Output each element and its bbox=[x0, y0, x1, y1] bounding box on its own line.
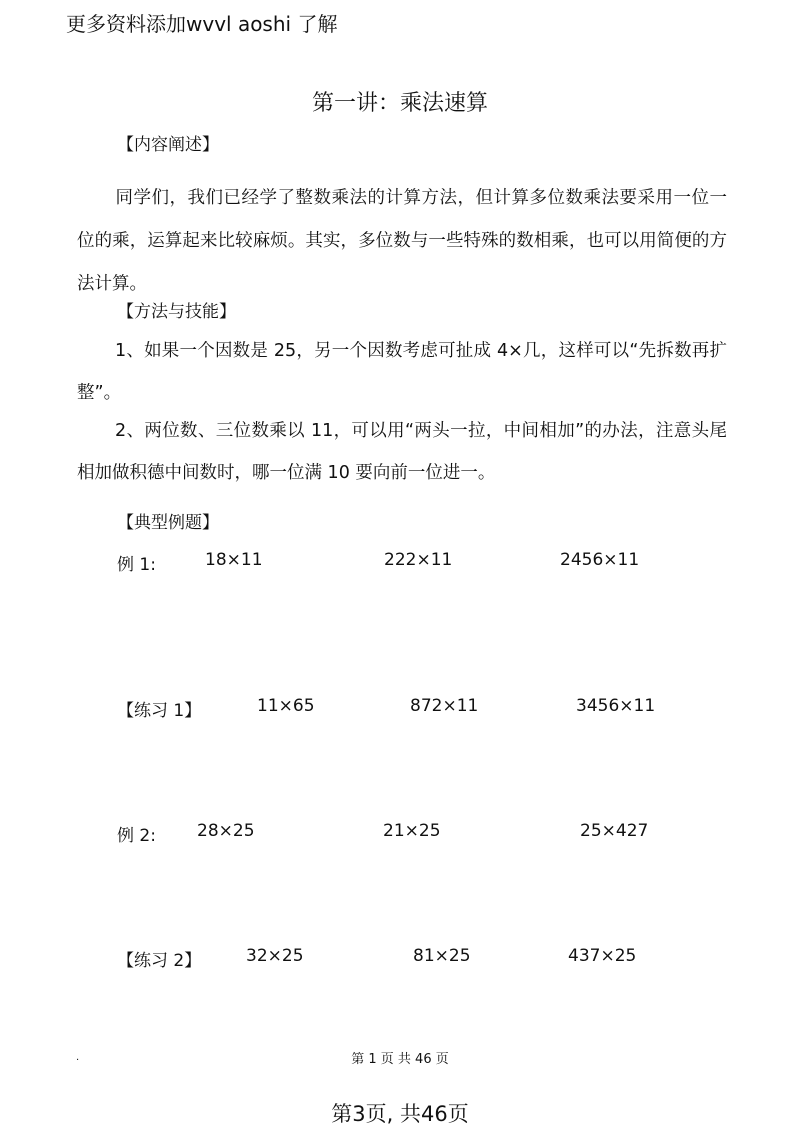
problem-expression: 437×25 bbox=[568, 946, 637, 966]
problem-expression: 11×65 bbox=[257, 696, 315, 716]
page-title: 第一讲：乘法速算 bbox=[311, 91, 488, 116]
problem-expression: 2456×11 bbox=[560, 550, 640, 570]
problem-expression: 25×427 bbox=[580, 821, 649, 841]
problem-expression: 32×25 bbox=[246, 946, 304, 966]
page-counter: 第3页, 共46页 bbox=[331, 1102, 469, 1126]
problem-expression: 18×11 bbox=[205, 550, 263, 570]
problem-expression: 81×25 bbox=[413, 946, 471, 966]
section-heading-content: 【内容阐述】 bbox=[117, 135, 219, 155]
problem-expression: 3456×11 bbox=[576, 696, 656, 716]
paragraph-rule-1 bbox=[77, 330, 727, 414]
paragraph-rule-1-text: 1、如果一个因数是 25，另一个因数考虑可扯成 4×几，这样可以“先拆数再扩整”。 bbox=[77, 341, 727, 403]
paragraph-intro bbox=[77, 177, 727, 306]
problem-label-practice-2: 【练习 2】 bbox=[117, 951, 202, 971]
footer-page-number: 第 1 页 共 46 页 bbox=[351, 1052, 449, 1067]
paragraph-rule-2-text: 2、两位数、三位数乘以 11，可以用“两头一拉，中间相加”的办法，注意头尾相加做积德中间数时，哪一位满 10 要向前一位进一。 bbox=[77, 421, 727, 483]
problem-expression: 28×25 bbox=[197, 821, 255, 841]
problem-expression: 222×11 bbox=[384, 550, 453, 570]
problem-label-example-2: 例 2: bbox=[117, 826, 156, 846]
footer-dot: . bbox=[76, 1052, 80, 1063]
section-heading-methods: 【方法与技能】 bbox=[117, 302, 236, 322]
paragraph-intro-text: 同学们，我们已经学了整数乘法的计算方法，但计算多位数乘法要采用一位一位的乘，运算起来比较麻烦。其实，多位数与一些特殊的数相乘，也可以用简便的方法计算。 bbox=[77, 188, 727, 294]
header-note: 更多资料添加wvvl aoshi 了解 bbox=[66, 12, 338, 36]
problem-label-practice-1: 【练习 1】 bbox=[117, 701, 202, 721]
problem-label-example-1: 例 1: bbox=[117, 555, 156, 575]
problem-expression: 872×11 bbox=[410, 696, 479, 716]
section-heading-examples: 【典型例题】 bbox=[117, 513, 219, 533]
paragraph-rule-2 bbox=[77, 410, 727, 494]
problem-expression: 21×25 bbox=[383, 821, 441, 841]
